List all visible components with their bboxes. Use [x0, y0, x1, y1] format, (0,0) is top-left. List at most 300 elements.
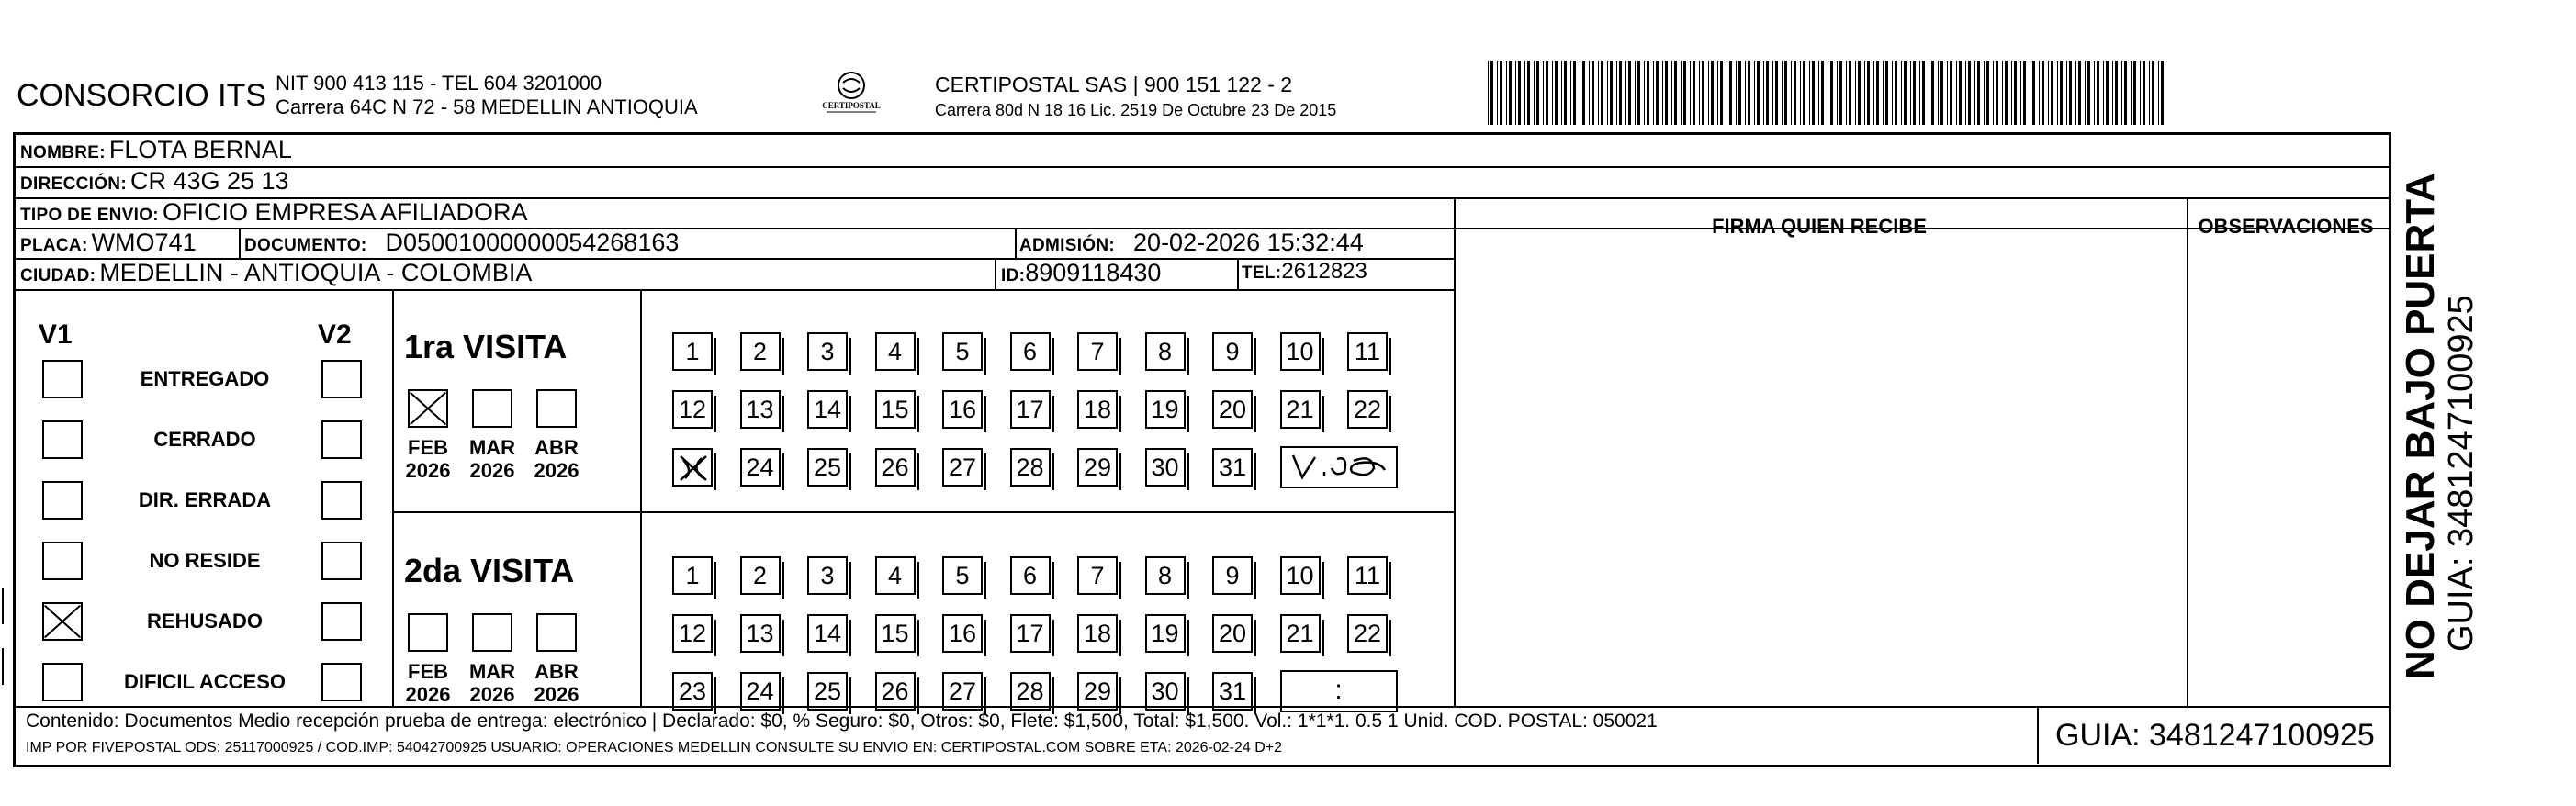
barcode-bar	[1625, 61, 1626, 125]
barcode-bar	[1910, 61, 1911, 125]
tel-label: TEL:	[1242, 263, 1282, 283]
footer-guia-box	[2037, 707, 2391, 764]
barcode-bar	[1644, 61, 1645, 125]
barcode-bar	[1800, 61, 1801, 125]
barcode-bar	[1864, 61, 1865, 125]
barcode-bar	[1837, 61, 1838, 125]
day-box[interactable]: 15	[875, 390, 916, 429]
barcode-bar	[1729, 61, 1732, 125]
month-label	[460, 660, 524, 706]
day-box[interactable]: 20	[1212, 614, 1253, 653]
barcode-bar	[1784, 61, 1787, 125]
hour-handwriting	[1284, 448, 1394, 485]
day-box[interactable]: 15	[875, 614, 916, 653]
barcode-bar	[1598, 61, 1599, 125]
day-box[interactable]: 7	[1077, 556, 1118, 595]
day-box[interactable]: 26	[875, 672, 916, 711]
barcode-bar	[1901, 61, 1902, 125]
company-name: CONSORCIO ITS	[17, 78, 267, 113]
footer-imp: IMP POR FIVEPOSTAL ODS: 25117000925 / COD.IMP: 54042700925 USUARIO: OPERACIONES MEDELLIN CONSULTE SU ENVIO EN: CERTIPOSTAL.COM SOBRE ETA: 2026-02-24 D+2	[26, 740, 1283, 756]
day-box[interactable]: 26	[875, 448, 916, 487]
month-label	[524, 436, 589, 482]
day-box[interactable]: 29	[1077, 672, 1118, 711]
nombre-field	[20, 136, 292, 164]
day-box[interactable]: 4	[875, 556, 916, 595]
month-year: 2026	[405, 459, 451, 482]
day-box[interactable]: 6	[1010, 332, 1051, 371]
barcode-bar	[1892, 61, 1893, 125]
barcode-bar	[1993, 61, 1994, 125]
month-year: 2026	[534, 459, 579, 482]
id-field	[1001, 259, 1161, 287]
barcode-bar	[1830, 61, 1833, 125]
month-checkbox[interactable]	[408, 613, 448, 652]
day-box[interactable]: 17	[1010, 614, 1051, 653]
barcode-bar	[1772, 61, 1773, 125]
barcode-bar	[1506, 61, 1507, 125]
barcode-bar	[1527, 61, 1530, 125]
barcode-bar	[1490, 61, 1493, 125]
month-checkbox[interactable]	[536, 389, 577, 428]
barcode-bar	[1674, 61, 1677, 125]
barcode-bar	[1895, 61, 1897, 125]
barcode-bar	[2085, 61, 2086, 125]
month-year: 2026	[469, 459, 515, 482]
nombre-label: NOMBRE:	[20, 143, 106, 162]
status-label: NO RESIDE	[149, 549, 261, 572]
barcode-bar	[1974, 61, 1975, 125]
day-box[interactable]: 8	[1145, 332, 1186, 371]
barcode-bar	[2133, 61, 2136, 125]
barcode-bar	[1904, 61, 1907, 125]
margin-mark	[2, 648, 4, 685]
day-box[interactable]: 5	[942, 556, 983, 595]
barcode-bar	[1592, 61, 1594, 125]
barcode-bar	[2060, 61, 2063, 125]
documento-field	[244, 229, 679, 257]
barcode-bar	[1546, 61, 1548, 125]
tel-field	[1242, 259, 1367, 285]
barcode-bar	[1555, 61, 1558, 125]
barcode-bar	[1736, 61, 1737, 125]
day-box[interactable]: 12	[672, 614, 713, 653]
barcode-bar	[1938, 61, 1939, 125]
status-v1-checkbox[interactable]	[42, 602, 83, 641]
barcode-bar	[1738, 61, 1741, 125]
barcode-bar	[1683, 61, 1686, 125]
barcode-bar	[1552, 61, 1553, 125]
day-box[interactable]: 28	[1010, 672, 1051, 711]
day-box[interactable]: 23	[672, 672, 713, 711]
id-label: ID:	[1001, 266, 1026, 285]
month-name: ABR	[534, 436, 579, 459]
barcode-bar	[2140, 61, 2141, 125]
barcode-bar	[1919, 61, 1920, 125]
barcode-bar	[2032, 61, 2035, 125]
status-v2-checkbox[interactable]	[321, 542, 362, 580]
status-label: REHUSADO	[147, 610, 263, 632]
day-box[interactable]: 27	[942, 448, 983, 487]
barcode-bar	[2069, 61, 2072, 125]
barcode-bar	[1561, 61, 1562, 125]
barcode-bar	[1782, 61, 1783, 125]
barcode-bar	[2131, 61, 2132, 125]
day-box[interactable]: 2	[740, 332, 781, 371]
barcode-bar	[2143, 61, 2145, 125]
barcode-bar	[2002, 61, 2003, 125]
day-box[interactable]: 29	[1077, 448, 1118, 487]
day-box[interactable]: 28	[1010, 448, 1051, 487]
month-label	[396, 436, 460, 482]
barcode-bar	[1947, 61, 1948, 125]
hour-box[interactable]	[1280, 446, 1398, 488]
nombre-value: FLOTA BERNAL	[108, 136, 292, 163]
barcode-bar	[1950, 61, 1952, 125]
day-box[interactable]: 25	[807, 672, 848, 711]
v2-header: V2	[318, 319, 352, 350]
month-year: 2026	[469, 683, 515, 706]
tipo-envio-value: OFICIO EMPRESA AFILIADORA	[162, 198, 528, 226]
barcode-bar	[2051, 61, 2053, 125]
barcode-bar	[1821, 61, 1824, 125]
barcode-bar	[1628, 61, 1631, 125]
company-nit: NIT 900 413 115 - TEL 604 3201000	[276, 72, 602, 95]
barcode-bar	[2020, 61, 2021, 125]
status-v2-checkbox[interactable]	[321, 481, 362, 520]
day-box[interactable]: 16	[942, 390, 983, 429]
documento-label: DOCUMENTO:	[244, 236, 367, 255]
barcode-bar	[2039, 61, 2040, 125]
barcode-bar	[1607, 61, 1608, 125]
barcode-bar	[1986, 61, 1989, 125]
v1-header: V1	[39, 319, 73, 350]
day-box[interactable]: 7	[1077, 332, 1118, 371]
barcode-bar	[2097, 61, 2099, 125]
barcode-bar	[1717, 61, 1718, 125]
barcode-bar	[1711, 61, 1714, 125]
barcode-bar	[1570, 61, 1571, 125]
barcode-bar	[1968, 61, 1971, 125]
firma-header: FIRMA QUIEN RECIBE	[1712, 215, 1927, 238]
admision-value: 20-02-2026 15:32:44	[1133, 229, 1364, 256]
barcode-bar	[1996, 61, 1998, 125]
logo-text: CERTIPOSTAL	[822, 101, 881, 110]
ciudad-value: MEDELLIN - ANTIOQUIA - COLOMBIA	[99, 259, 533, 286]
barcode-bar	[2057, 61, 2058, 125]
status-label: CERRADO	[153, 428, 256, 451]
barcode-bar	[2158, 61, 2159, 125]
month-year: 2026	[534, 683, 579, 706]
day-box[interactable]: 14	[807, 390, 848, 429]
barcode-bar	[1846, 61, 1847, 125]
status-v1-checkbox[interactable]	[42, 481, 83, 520]
observaciones-header: OBSERVACIONES	[2198, 215, 2374, 238]
placa-value: WMO741	[91, 229, 197, 256]
status-label: DIR. ERRADA	[138, 488, 272, 511]
day-box[interactable]: 30	[1145, 672, 1186, 711]
admision-field	[1019, 229, 1364, 257]
day-box[interactable]: 21	[1280, 390, 1321, 429]
barcode-bar	[2124, 61, 2127, 125]
day-box[interactable]: 9	[1212, 332, 1253, 371]
barcode-bar	[1589, 61, 1590, 125]
day-box[interactable]: 20	[1212, 390, 1253, 429]
day-box[interactable]: 17	[1010, 390, 1051, 429]
barcode-bar	[1855, 61, 1856, 125]
month-label	[396, 660, 460, 706]
day-box[interactable]: 9	[1212, 556, 1253, 595]
day-box[interactable]	[672, 448, 713, 487]
day-box[interactable]: 25	[807, 448, 848, 487]
barcode-bar	[1763, 61, 1764, 125]
barcode	[1488, 61, 2167, 125]
month-checkbox[interactable]	[472, 389, 512, 428]
status-v2-checkbox[interactable]	[321, 420, 362, 459]
month-name: ABR	[534, 660, 579, 683]
day-box[interactable]: 19	[1145, 614, 1186, 653]
barcode-bar	[2066, 61, 2067, 125]
barcode-bar	[1601, 61, 1603, 125]
tipo-envio-label: TIPO DE ENVIO:	[20, 206, 159, 225]
ciudad-field	[20, 259, 532, 287]
month-name: MAR	[468, 660, 516, 683]
carrier-name: CERTIPOSTAL SAS | 900 151 122 - 2	[935, 73, 1293, 96]
barcode-bar	[1977, 61, 1980, 125]
barcode-bar	[1534, 61, 1535, 125]
admision-label: ADMISIÓN:	[1019, 236, 1116, 255]
barcode-bar	[1662, 61, 1663, 125]
barcode-bar	[2048, 61, 2049, 125]
day-box[interactable]: 22	[1347, 390, 1388, 429]
hour-box[interactable]: :	[1280, 670, 1398, 712]
barcode-bar	[1885, 61, 1888, 125]
barcode-bar	[2042, 61, 2044, 125]
visit-title: 2da VISITA	[404, 552, 575, 589]
barcode-bar	[1849, 61, 1851, 125]
status-v2-checkbox[interactable]	[321, 663, 362, 701]
status-label: ENTREGADO	[140, 367, 270, 390]
barcode-bar	[1794, 61, 1796, 125]
barcode-bar	[1873, 61, 1874, 125]
barcode-bar	[1635, 61, 1636, 125]
day-box[interactable]: 5	[942, 332, 983, 371]
day-box[interactable]: 21	[1280, 614, 1321, 653]
carrier-address: Carrera 80d N 18 16 Lic. 2519 De Octubre 23 De 2015	[935, 101, 1337, 119]
barcode-bar	[2005, 61, 2008, 125]
barcode-bar	[1647, 61, 1649, 125]
barcode-bar	[1708, 61, 1709, 125]
day-box[interactable]: 27	[942, 672, 983, 711]
barcode-bar	[1619, 61, 1622, 125]
barcode-bar	[1757, 61, 1760, 125]
company-address: Carrera 64C N 72 - 58 MEDELLIN ANTIOQUIA	[276, 95, 698, 118]
ciudad-label: CIUDAD:	[20, 266, 96, 285]
placa-label: PLACA:	[20, 236, 88, 255]
barcode-bar	[1754, 61, 1755, 125]
direccion-value: CR 43G 25 13	[129, 167, 289, 195]
day-box[interactable]: 31	[1212, 672, 1253, 711]
barcode-bar	[1656, 61, 1659, 125]
day-box[interactable]: 24	[740, 672, 781, 711]
barcode-bar	[1693, 61, 1695, 125]
barcode-bar	[1959, 61, 1962, 125]
barcode-bar	[1543, 61, 1544, 125]
status-v2-checkbox[interactable]	[321, 360, 362, 398]
id-value: 8909118430	[1025, 259, 1162, 286]
day-box[interactable]: 24	[740, 448, 781, 487]
month-checkbox[interactable]	[408, 389, 448, 428]
tipo-envio-field	[20, 198, 528, 227]
barcode-bar	[1839, 61, 1842, 125]
day-box[interactable]: 31	[1212, 448, 1253, 487]
barcode-bar	[1610, 61, 1613, 125]
status-v1-checkbox[interactable]	[42, 360, 83, 398]
barcode-bar	[1791, 61, 1792, 125]
barcode-bar	[1812, 61, 1815, 125]
certipostal-logo	[808, 70, 895, 116]
day-box[interactable]: 11	[1347, 556, 1388, 595]
status-label: DIFICIL ACCESO	[123, 670, 286, 693]
barcode-bar	[2014, 61, 2017, 125]
day-box[interactable]: 1	[672, 556, 713, 595]
day-box[interactable]: 18	[1077, 390, 1118, 429]
day-box[interactable]: 1	[672, 332, 713, 371]
day-box[interactable]: 12	[672, 390, 713, 429]
footer-guia: GUIA: 3481247100925	[2055, 718, 2375, 753]
barcode-bar	[2149, 61, 2150, 125]
barcode-bar	[1637, 61, 1640, 125]
side-text	[2399, 173, 2480, 679]
barcode-bar	[2103, 61, 2104, 125]
barcode-bar	[2011, 61, 2012, 125]
day-box[interactable]: 13	[740, 390, 781, 429]
side-guia: GUIA: 3481247100925	[2442, 295, 2480, 652]
status-v1-checkbox[interactable]	[42, 663, 83, 701]
footer-contenido: Contenido: Documentos Medio recepción prueba de entrega: electrónico | Declarado: $0, % Seguro: $0, Otros: $0, Flete: $1,500, Total: $1,500. Vol.: 1*1*1. 0.5 1 Unid. COD. POSTAL: 050021	[26, 711, 1658, 732]
day-box[interactable]: 10	[1280, 332, 1321, 371]
day-box[interactable]: 18	[1077, 614, 1118, 653]
barcode-bar	[1582, 61, 1585, 125]
barcode-bar	[1515, 61, 1516, 125]
barcode-bar	[1858, 61, 1861, 125]
barcode-bar	[2112, 61, 2113, 125]
margin-mark	[2, 588, 4, 624]
barcode-bar	[1524, 61, 1525, 125]
direccion-field	[20, 167, 289, 196]
month-name: FEB	[408, 436, 448, 459]
barcode-bar	[1500, 61, 1502, 125]
barcode-bar	[1913, 61, 1916, 125]
barcode-bar	[1665, 61, 1668, 125]
barcode-bar	[1681, 61, 1682, 125]
barcode-bar	[1564, 61, 1567, 125]
month-year: 2026	[405, 683, 451, 706]
day-box[interactable]: 10	[1280, 556, 1321, 595]
barcode-bar	[2078, 61, 2081, 125]
barcode-bar	[1690, 61, 1691, 125]
day-box[interactable]: 30	[1145, 448, 1186, 487]
documento-value: D05001000000054268163	[385, 229, 680, 256]
day-box[interactable]: 13	[740, 614, 781, 653]
barcode-bar	[1818, 61, 1819, 125]
barcode-bar	[1536, 61, 1539, 125]
barcode-bar	[1984, 61, 1985, 125]
day-box[interactable]: 2	[740, 556, 781, 595]
status-v1-checkbox[interactable]	[42, 420, 83, 459]
barcode-bar	[1775, 61, 1778, 125]
status-v2-checkbox[interactable]	[321, 602, 362, 641]
day-box[interactable]: 3	[807, 332, 848, 371]
day-box[interactable]: 8	[1145, 556, 1186, 595]
day-box[interactable]: 16	[942, 614, 983, 653]
barcode-bar	[2121, 61, 2122, 125]
barcode-bar	[1497, 61, 1498, 125]
barcode-bar	[1616, 61, 1617, 125]
barcode-bar	[1803, 61, 1805, 125]
direccion-label: DIRECCIÓN:	[20, 174, 127, 194]
barcode-bar	[1883, 61, 1884, 125]
day-box[interactable]: 14	[807, 614, 848, 653]
barcode-bar	[2161, 61, 2164, 125]
barcode-bar	[2094, 61, 2095, 125]
month-checkbox[interactable]	[536, 613, 577, 652]
barcode-bar	[2023, 61, 2026, 125]
day-box[interactable]: 22	[1347, 614, 1388, 653]
side-warning: NO DEJAR BAJO PUERTA	[2398, 173, 2443, 679]
day-box[interactable]: 11	[1347, 332, 1388, 371]
barcode-bar	[1745, 61, 1746, 125]
barcode-bar	[2115, 61, 2118, 125]
barcode-bar	[2106, 61, 2109, 125]
carrier-info	[935, 72, 1336, 123]
tel-value: 2612823	[1281, 259, 1367, 284]
barcode-bar	[1965, 61, 1966, 125]
barcode-bar	[1931, 61, 1934, 125]
day-box[interactable]: 3	[807, 556, 848, 595]
status-v1-checkbox[interactable]	[42, 542, 83, 580]
month-name: MAR	[468, 436, 516, 459]
day-box[interactable]: 6	[1010, 556, 1051, 595]
barcode-bar	[1766, 61, 1769, 125]
barcode-bar	[1956, 61, 1957, 125]
month-name: FEB	[408, 660, 448, 683]
day-box[interactable]: 19	[1145, 390, 1186, 429]
day-scribble-mark	[678, 453, 709, 484]
month-label	[524, 660, 589, 706]
barcode-bar	[1876, 61, 1879, 125]
barcode-bar	[1922, 61, 1925, 125]
placa-field	[20, 229, 197, 257]
barcode-bar	[1720, 61, 1723, 125]
barcode-bar	[1699, 61, 1700, 125]
barcode-bar	[2087, 61, 2090, 125]
barcode-bar	[1867, 61, 1870, 125]
barcode-bar	[1809, 61, 1810, 125]
month-checkbox[interactable]	[472, 613, 512, 652]
barcode-bar	[1702, 61, 1704, 125]
barcode-bar	[1518, 61, 1521, 125]
day-box[interactable]: 4	[875, 332, 916, 371]
barcode-bar	[1671, 61, 1672, 125]
month-label	[460, 436, 524, 482]
barcode-bar	[2152, 61, 2154, 125]
barcode-bar	[1653, 61, 1654, 125]
visit-title: 1ra VISITA	[404, 328, 568, 365]
barcode-bar	[2075, 61, 2076, 125]
barcode-bar	[1509, 61, 1512, 125]
barcode-bar	[1573, 61, 1576, 125]
barcode-bar	[1488, 61, 1489, 125]
